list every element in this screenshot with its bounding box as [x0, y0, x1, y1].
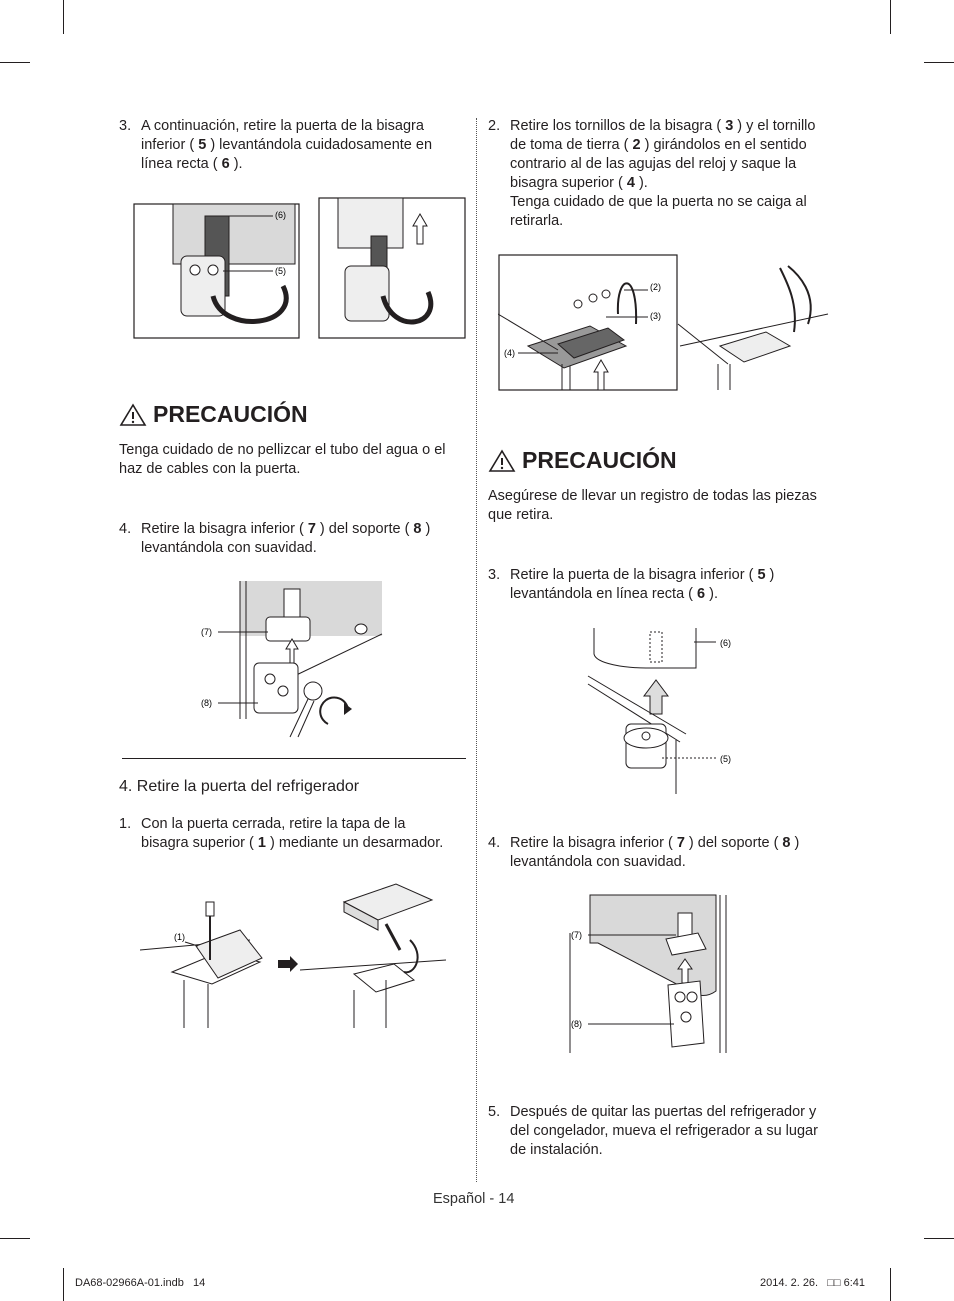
step-line: Después de quitar las puertas del refrigerador y	[510, 1104, 817, 1120]
caution-1-heading	[119, 401, 308, 428]
step-line: levantándola con suavidad.	[141, 540, 317, 556]
crop-mark	[890, 1268, 891, 1301]
label-7: (7)	[571, 930, 582, 940]
crop-mark	[0, 1238, 30, 1239]
step-line: inferior ( 5 ) levantándola cuidadosamente en	[141, 137, 433, 153]
caution-title: PRECAUCIÓN	[522, 447, 677, 473]
step-line: Tenga cuidado de que la puerta no se caiga al	[510, 194, 807, 210]
right-step-4	[488, 834, 838, 874]
step-text	[510, 1103, 818, 1160]
step-number: 5.	[488, 1104, 501, 1120]
step-text	[141, 117, 432, 174]
step-number: 4.	[119, 521, 132, 537]
crop-mark	[890, 0, 891, 34]
step-number: 4.	[488, 835, 501, 851]
right-step-2	[488, 117, 838, 237]
caution-2-text	[488, 487, 840, 525]
step-line: Retire la puerta de la bisagra inferior ( 5 )	[510, 567, 775, 583]
step-line: de instalación.	[510, 1142, 603, 1158]
lower-hinge-figure	[198, 579, 388, 739]
crop-mark	[63, 0, 64, 34]
warning-icon	[488, 449, 516, 473]
step-line: levantándola con suavidad.	[510, 854, 686, 870]
caution-1-text	[119, 441, 471, 479]
left-step-4	[119, 520, 469, 560]
door-hinge-removal-figure	[133, 196, 467, 341]
step-text	[510, 117, 815, 231]
step-number: 3.	[119, 118, 132, 134]
step-number: 2.	[488, 118, 501, 134]
hinge-cover-removal-figure	[140, 880, 446, 1030]
step-line: retirarla.	[510, 213, 564, 229]
label-8: (8)	[571, 1019, 582, 1029]
step-line: bisagra superior ( 4 ).	[510, 175, 648, 191]
warning-icon	[119, 403, 147, 427]
print-date: 2014. 2. 26. □□ 6:41	[760, 1277, 866, 1289]
caution-line: haz de cables con la puerta.	[119, 461, 301, 477]
step-line: Retire los tornillos de la bisagra ( 3 ) y el tornillo	[510, 118, 816, 134]
step-line: Retire la bisagra inferior ( 7 ) del soporte ( 8 )	[141, 521, 431, 537]
caution-line: Asegúrese de llevar un registro de todas las piezas	[488, 488, 817, 504]
left-step-3	[119, 117, 469, 177]
page-number: Español - 14	[433, 1191, 515, 1207]
right-step-3	[488, 566, 838, 606]
label-3: (3)	[650, 311, 661, 321]
caution-title: PRECAUCIÓN	[153, 401, 308, 427]
crop-mark	[924, 62, 954, 63]
label-4: (4)	[504, 348, 515, 358]
crop-mark	[924, 1238, 954, 1239]
crop-mark	[0, 62, 30, 63]
label-8: (8)	[201, 698, 212, 708]
freezer-door-lift-figure	[586, 624, 746, 794]
step-line: línea recta ( 6 ).	[141, 156, 243, 172]
caution-line: Tenga cuidado de no pellizcar el tubo del agua o el	[119, 442, 446, 458]
step-line: Retire la bisagra inferior ( 7 ) del soporte ( 8 )	[510, 835, 800, 851]
step-text	[510, 566, 774, 604]
step-text	[510, 834, 799, 872]
column-divider	[476, 118, 477, 1182]
section-heading: 4. Retire la puerta del refrigerador	[119, 778, 360, 795]
step-number: 1.	[119, 816, 132, 832]
label-6: (6)	[275, 210, 286, 220]
step-line: levantándola en línea recta ( 6 ).	[510, 586, 718, 602]
step-line: contrario al de las agujas del reloj y saque la	[510, 156, 797, 172]
step-line: del congelador, mueva el refrigerador a su lugar	[510, 1123, 818, 1139]
caution-2-heading	[488, 447, 677, 474]
crop-mark	[63, 1268, 64, 1301]
step-line: A continuación, retire la puerta de la bisagra	[141, 118, 424, 134]
step-number: 3.	[488, 567, 501, 583]
right-step-5	[488, 1103, 838, 1163]
step-text	[141, 815, 443, 853]
file-name: DA68-02966A-01.indb 14	[75, 1277, 206, 1289]
label-6: (6)	[720, 638, 731, 648]
label-1: (1)	[174, 932, 185, 942]
label-2: (2)	[650, 282, 661, 292]
caution-line: que retira.	[488, 507, 554, 523]
section-rule	[122, 758, 466, 759]
step-line: Con la puerta cerrada, retire la tapa de la	[141, 816, 406, 832]
freezer-lower-hinge-figure	[568, 893, 738, 1055]
step-line: de toma de tierra ( 2 ) girándolos en el sentido	[510, 137, 807, 153]
label-5: (5)	[275, 266, 286, 276]
left-step-1	[119, 815, 469, 855]
label-5: (5)	[720, 754, 731, 764]
upper-hinge-screws-figure	[498, 254, 830, 392]
label-7: (7)	[201, 627, 212, 637]
step-text	[141, 520, 430, 558]
step-line: bisagra superior ( 1 ) mediante un desarmador.	[141, 835, 444, 851]
